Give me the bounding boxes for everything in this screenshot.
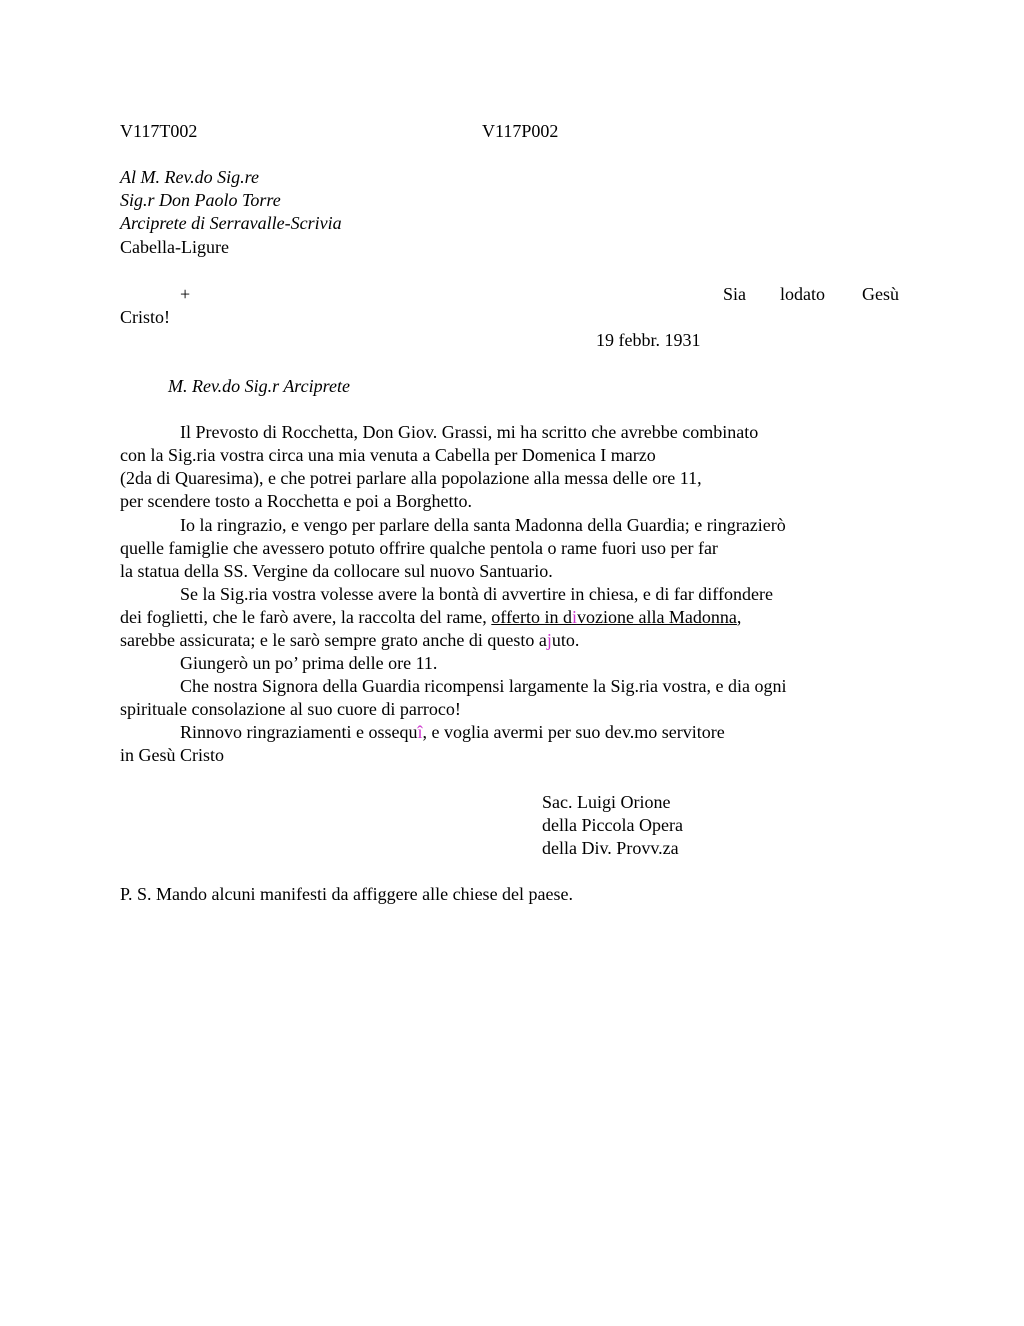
underlined-segment: vozione alla Madonna xyxy=(576,607,737,627)
signature-line-3: della Div. Provv.za xyxy=(542,838,679,858)
greeting-word-2: lodato xyxy=(780,284,825,304)
signature-line-1: Sac. Luigi Orione xyxy=(542,792,671,812)
cross-mark: + xyxy=(180,284,191,304)
text-segment: dei foglietti, che le farò avere, la raccolta del rame, xyxy=(120,607,492,627)
address-line-4: Cabella-Ligure xyxy=(120,237,229,257)
body-line: la statua della SS. Vergine da collocare sul nuovo Santuario. xyxy=(120,561,553,581)
body-line: con la Sig.ria vostra circa una mia venuta a Cabella per Domenica I marzo xyxy=(120,445,656,465)
body-line: per scendere tosto a Rocchetta e poi a Borghetto. xyxy=(120,491,473,511)
text-segment: , xyxy=(736,607,742,627)
greeting-continuation: Cristo! xyxy=(120,307,171,327)
address-line-2: Sig.r Don Paolo Torre xyxy=(120,190,281,210)
text-segment: , e voglia avermi per suo dev.mo servitore xyxy=(422,722,725,742)
underlined-segment: offerto in d xyxy=(491,607,572,627)
document-code-right: V117P002 xyxy=(482,121,559,141)
document-code-left: V117T002 xyxy=(120,121,198,141)
text-segment: Rinnovo ringraziamenti e ossequ xyxy=(180,722,418,742)
letter-date: 19 febbr. 1931 xyxy=(596,330,701,350)
body-line-with-highlight xyxy=(180,721,725,744)
address-line-3: Arciprete di Serravalle-Scrivia xyxy=(120,213,342,233)
body-line: in Gesù Cristo xyxy=(120,745,225,765)
body-line: Se la Sig.ria vostra volesse avere la bontà di avvertire in chiesa, e di far diffondere xyxy=(180,584,773,604)
highlighted-letter: i xyxy=(571,607,577,627)
text-segment: sarebbe assicurata; e le sarò sempre grato anche di questo a xyxy=(120,630,547,650)
underlined-phrase xyxy=(491,607,737,627)
greeting-word-1: Sia xyxy=(723,284,747,304)
body-line: (2da di Quaresima), e che potrei parlare alla popolazione alla messa delle ore 11, xyxy=(120,468,702,488)
salutation: M. Rev.do Sig.r Arciprete xyxy=(168,376,350,396)
text-segment: uto. xyxy=(551,630,580,650)
postscript: P. S. Mando alcuni manifesti da affiggere alle chiese del paese. xyxy=(120,884,574,904)
signature-line-2: della Piccola Opera xyxy=(542,815,683,835)
highlighted-letter: j xyxy=(546,630,552,650)
greeting-word-3: Gesù xyxy=(862,284,899,304)
body-line: quelle famiglie che avessero potuto offrire qualche pentola o rame fuori uso per far xyxy=(120,538,718,558)
body-line: spirituale consolazione al suo cuore di parroco! xyxy=(120,699,461,719)
body-line: Il Prevosto di Rocchetta, Don Giov. Grassi, mi ha scritto che avrebbe combinato xyxy=(180,422,759,442)
highlighted-letter: î xyxy=(417,722,423,742)
body-line: Giungerò un po’ prima delle ore 11. xyxy=(180,653,438,673)
address-line-1: Al M. Rev.do Sig.re xyxy=(120,167,259,187)
body-line: Che nostra Signora della Guardia ricompensi largamente la Sig.ria vostra, e dia ogni xyxy=(180,676,787,696)
body-line-with-highlight xyxy=(120,629,579,652)
body-line: Io la ringrazio, e vengo per parlare della santa Madonna della Guardia; e ringrazierò xyxy=(180,515,786,535)
body-line-with-underline xyxy=(120,606,741,629)
